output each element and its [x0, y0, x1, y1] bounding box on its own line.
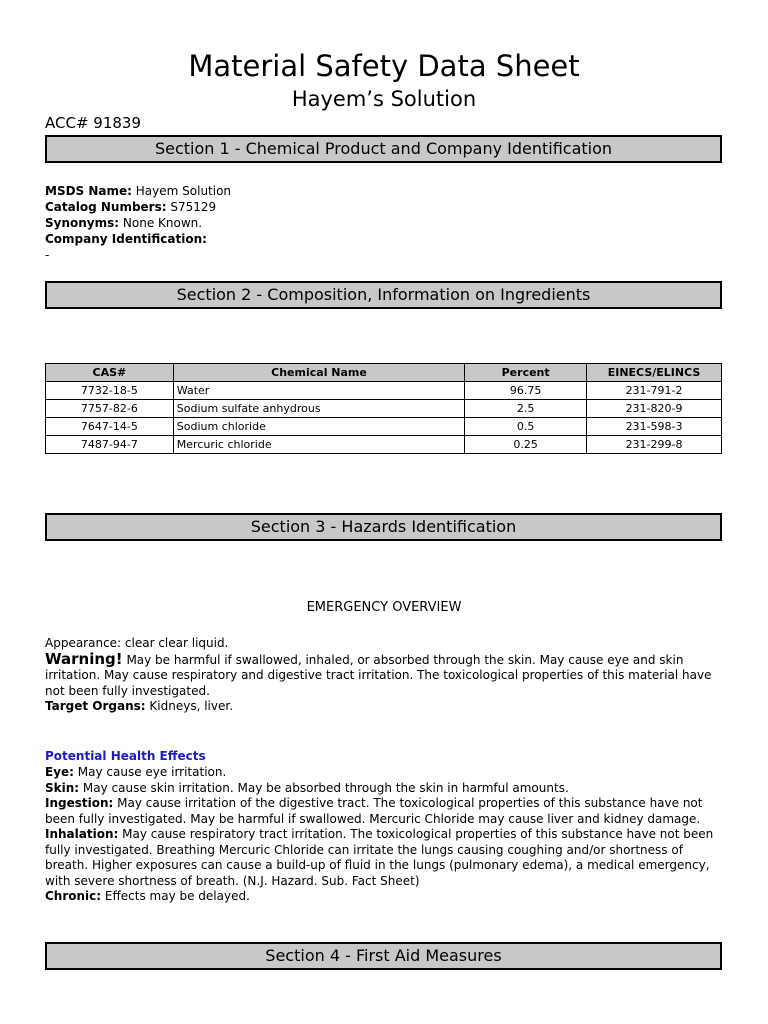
chronic-text: Effects may be delayed. [104, 889, 250, 903]
catalog-value: S75129 [170, 200, 217, 214]
percent-cell: 0.5 [465, 418, 587, 436]
table-row [46, 418, 722, 436]
document-subtitle: Hayem’s Solution [291, 87, 477, 111]
table-row [46, 400, 722, 418]
table-row [46, 436, 722, 454]
synonyms-label: Synonyms: [45, 216, 120, 230]
msds-name-label: MSDS Name: [45, 184, 132, 198]
einecs-cell: 231-299-8 [587, 436, 722, 454]
chemical-name-cell: Mercuric chloride [173, 436, 464, 454]
target-organs-row [45, 699, 723, 715]
column-header: Percent [465, 364, 587, 382]
acc-number: ACC# 91839 [45, 114, 141, 132]
company-row [45, 231, 231, 247]
einecs-cell: 231-820-9 [587, 400, 722, 418]
document-title: Material Safety Data Sheet [188, 49, 580, 83]
ingestion-text: May cause irritation of the digestive tract. The toxicological properties of this substance have not been fully investigated. May be harmful if swallowed. Mercuric Chloride may cause liver and kidney damage. [45, 796, 703, 826]
target-organs-value: Kidneys, liver. [149, 699, 234, 713]
cas-cell: 7647-14-5 [46, 418, 174, 436]
emergency-overview-heading: EMERGENCY OVERVIEW [306, 600, 462, 615]
skin-text: May cause skin irritation. May be absorbed through the skin in harmful amounts. [82, 780, 569, 795]
chemical-name-cell: Water [173, 382, 464, 400]
einecs-cell: 231-598-3 [587, 418, 722, 436]
eye-text: May cause eye irritation. [77, 765, 227, 779]
chemical-name-cell: Sodium chloride [173, 418, 464, 436]
percent-cell: 96.75 [465, 382, 587, 400]
einecs-cell: 231-791-2 [587, 382, 722, 400]
catalog-row [45, 199, 231, 215]
company-label: Company Identification: [45, 232, 207, 246]
appearance-text: Appearance: clear clear liquid. [45, 636, 229, 650]
column-header: CAS# [46, 364, 174, 382]
ingestion-label: Ingestion: [45, 796, 114, 810]
warning-label: Warning! [45, 649, 123, 668]
catalog-label: Catalog Numbers: [45, 200, 167, 214]
synonyms-row [45, 215, 231, 231]
company-value: - [45, 248, 50, 262]
product-identification [45, 183, 231, 263]
chronic-effects [45, 889, 723, 905]
eye-effects [45, 765, 723, 781]
section-3-header: Section 3 - Hazards Identification [45, 513, 722, 541]
percent-cell: 0.25 [465, 436, 587, 454]
msds-name-row [45, 183, 231, 199]
potential-health-effects-heading: Potential Health Effects [45, 749, 206, 763]
section-4-header: Section 4 - First Aid Measures [45, 942, 722, 970]
inhalation-text: May cause respiratory tract irritation. The toxicological properties of this substance have not been fully investigated. Breathing Mercuric Chloride can irritate the lungs causing coughing and/or shortness of breath. Higher exposures can cause a build-up of fluid in the lungs (pulmonary edema), a medical emergency, with severe shortness of breath. (N.J. Hazard. Sub. Fact Sheet) [45, 827, 714, 888]
percent-cell: 2.5 [465, 400, 587, 418]
msds-name-value: Hayem Solution [135, 184, 232, 198]
target-organs-label: Target Organs: [45, 699, 146, 713]
emergency-overview [45, 636, 723, 715]
inhalation-label: Inhalation: [45, 827, 119, 841]
chronic-label: Chronic: [45, 889, 102, 903]
cas-cell: 7732-18-5 [46, 382, 174, 400]
ingestion-effects [45, 796, 723, 827]
inhalation-effects [45, 827, 723, 889]
table-header-row [46, 364, 722, 382]
cas-cell: 7757-82-6 [46, 400, 174, 418]
column-header: EINECS/ELINCS [587, 364, 722, 382]
skin-label: Skin: [45, 780, 80, 795]
warning-text: May be harmful if swallowed, inhaled, or absorbed through the skin. May cause eye and skin irritation. May cause respiratory and digestive tract irritation. The toxicological properties of this material have not been fully investigated. [45, 652, 712, 698]
synonyms-value: None Known. [122, 216, 203, 230]
section-1-header: Section 1 - Chemical Product and Company Identification [45, 135, 722, 163]
section-2-header: Section 2 - Composition, Information on Ingredients [45, 281, 722, 309]
eye-label: Eye: [45, 765, 74, 779]
warning-paragraph [45, 649, 723, 700]
column-header: Chemical Name [173, 364, 464, 382]
cas-cell: 7487-94-7 [46, 436, 174, 454]
table-row [46, 382, 722, 400]
skin-effects [45, 781, 723, 797]
chemical-name-cell: Sodium sulfate anhydrous [173, 400, 464, 418]
health-effects [45, 765, 723, 905]
ingredients-table [45, 363, 722, 454]
